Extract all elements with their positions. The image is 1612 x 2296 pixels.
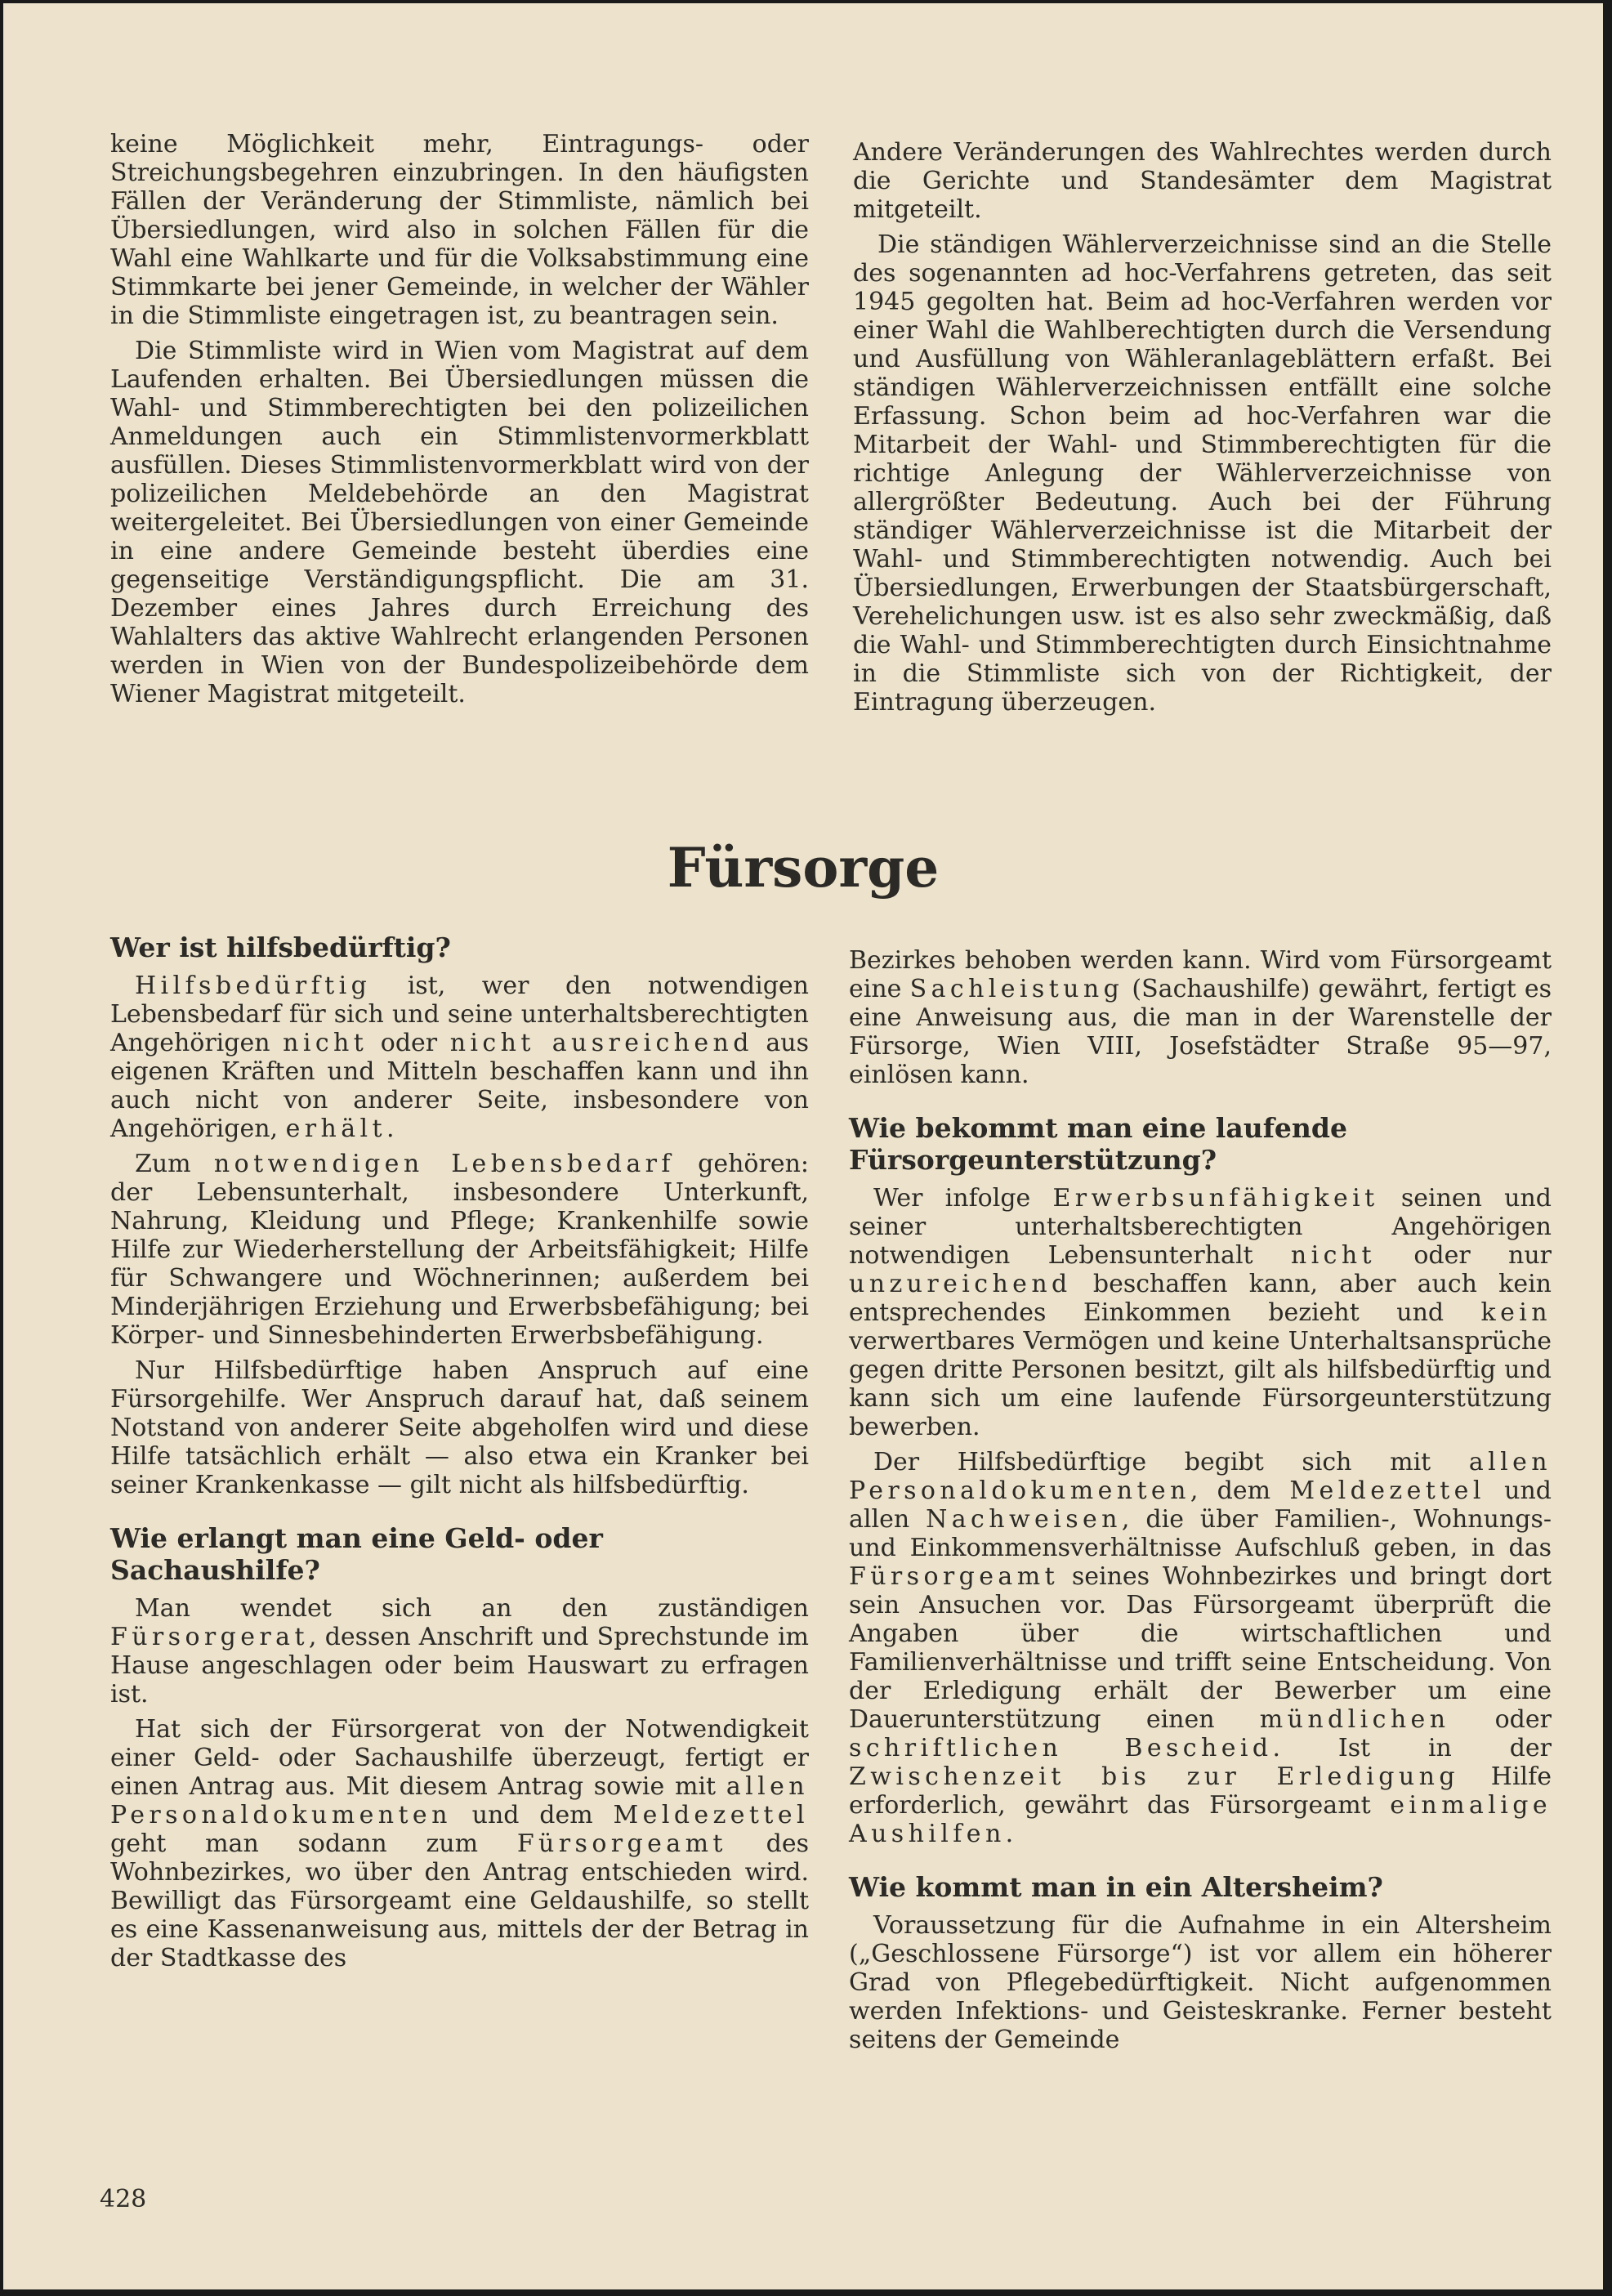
page-number: 428 — [100, 2185, 147, 2213]
page — [3, 3, 1603, 2289]
paragraph: Die Stimmliste wird in Wien vom Magistrat auf dem Laufenden erhalten. Bei Übersiedlungen müssen die Wahl- und Stimmberechtigten bei den polizeilichen Anmeldungen auch ein Stimmlistenvormerkblatt ausfüllen. Dieses Stimmlistenvormerkblatt wird von der polizeilichen Meldebehörde an den Magistrat weitergeleitet. Bei Übersiedlungen von einer Gemeinde in eine andere Gemeinde besteht überdies eine gegenseitige Verständigungspflicht. Die am 31. Dezember eines Jahres durch Erreichung des Wahlalters das aktive Wahlrecht erlangenden Personen werden in Wien von der Bundespolizeibehörde dem Wiener Magistrat mitgeteilt. — [110, 337, 809, 708]
paragraph: Nur Hilfsbedürftige haben Anspruch auf eine Fürsorgehilfe. Wer Anspruch darauf hat, daß seinem Notstand von anderer Seite abgeholfen wird und diese Hilfe tatsächlich erhält — also etwa ein Kranker bei seiner Krankenkasse — gilt nicht als hilfsbedürftig. — [110, 1356, 809, 1499]
top-right-column — [853, 138, 1552, 723]
top-left-column — [110, 130, 809, 715]
section-heading: Wie erlangt man eine Geld- oder Sachaushilfe? — [110, 1522, 603, 1586]
paragraph: Hat sich der Fürsorgerat von der Notwendigkeit einer Geld- oder Sachaushilfe überzeugt, fertigt er einen Antrag aus. Mit diesem Antrag sowie mit allen Personaldokumenten und dem Meldezettel geht man sodann zum Fürsorgeamt des Wohnbezirkes, wo über den Antrag entschieden wird. Bewilligt das Fürsorgeamt eine Geldaushilfe, so stellt es eine Kassenanweisung aus, mittels der der Betrag in der Stadtkasse des — [110, 1715, 809, 1972]
paragraph: Voraussetzung für die Aufnahme in ein Altersheim („Geschlossene Fürsorge“) ist vor allem ein höherer Grad von Pflegebedürftigkeit. Nicht aufgenommen werden Infektions- und Geisteskranke. Ferner besteht seitens der Gemeinde — [849, 1911, 1552, 2054]
section-heading: Wie kommt man in ein Altersheim? — [849, 1871, 1383, 1903]
paragraph: Wer infolge Erwerbsunfähigkeit seinen und seiner unterhaltsberechtigten Angehörigen notwendigen Lebensunterhalt nicht oder nur unzureichend beschaffen kann, aber auch kein entsprechendes Einkommen bezieht und kein verwertbares Vermögen und keine Unterhaltsansprüche gegen dritte Personen besitzt, gilt als hilfsbedürftig und kann sich um eine laufende Fürsorgeunterstützung bewerben. — [849, 1184, 1552, 1441]
section-heading: Wie bekommt man eine laufende Fürsorgeunterstützung? — [849, 1112, 1347, 1176]
page-title: Fürsorge — [667, 836, 940, 900]
paragraph: Bezirkes behoben werden kann. Wird vom Fürsorgeamt eine Sachleistung (Sachaushilfe) gewährt, fertigt es eine Anweisung aus, die man in der Warenstelle der Fürsorge, Wien VIII, Josefstädter Straße 95—97, einlösen kann. — [849, 946, 1552, 1089]
paragraph: keine Möglichkeit mehr, Eintragungs- oder Streichungsbegehren einzubringen. In den häufigsten Fällen der Veränderung der Stimmliste, nämlich bei Übersiedlungen, wird also in solchen Fällen für die Wahl eine Wahlkarte und für die Volksabstimmung eine Stimmkarte bei jener Gemeinde, in welcher der Wähler in die Stimmliste eingetragen ist, zu beantragen sein. — [110, 130, 809, 330]
bottom-left-column — [110, 931, 809, 1979]
paragraph: Man wendet sich an den zuständigen Fürsorgerat, dessen Anschrift und Sprechstunde im Hause angeschlagen oder beim Hauswart zu erfragen ist. — [110, 1594, 809, 1709]
paragraph: Andere Veränderungen des Wahlrechtes werden durch die Gerichte und Standesämter dem Magistrat mitgeteilt. — [853, 138, 1552, 224]
section-heading: Wer ist hilfsbedürftig? — [110, 931, 451, 963]
paragraph: Zum notwendigen Lebensbedarf gehören: der Lebensunterhalt, insbesondere Unterkunft, Nahrung, Kleidung und Pflege; Krankenhilfe sowie Hilfe zur Wiederherstellung der Arbeitsfähigkeit; Hilfe für Schwangere und Wöchnerinnen; außerdem bei Minderjährigen Erziehung und Erwerbsbefähigung; bei Körper- und Sinnesbehinderten Erwerbsbefähigung. — [110, 1150, 810, 1350]
paragraph: Die ständigen Wählerverzeichnisse sind an die Stelle des sogenannten ad hoc-Verfahrens getreten, das seit 1945 gegolten hat. Beim ad hoc-Verfahren werden vor einer Wahl die Wahlberechtigten durch die Versendung und Ausfüllung von Wähleranlageblättern erfaßt. Bei ständigen Wählerverzeichnissen entfällt eine solche Erfassung. Schon beim ad hoc-Verfahren war die Mitarbeit der Wahl- und Stimmberechtigten für die richtige Anlegung der Wählerverzeichnisse von allergrößter Bedeutung. Auch bei der Führung ständiger Wählerverzeichnisse ist die Mitarbeit der Wahl- und Stimmberechtigten notwendig. Auch bei Übersiedlungen, Erwerbungen der Staatsbürgerschaft, Verehelichungen usw. ist es also sehr zweckmäßig, daß die Wahl- und Stimmberechtigten durch Einsichtnahme in die Stimmliste sich von der Richtigkeit, der Eintragung überzeugen. — [853, 230, 1552, 717]
paragraph: Der Hilfsbedürftige begibt sich mit allen Personaldokumenten, dem Meldezettel und allen Nachweisen, die über Familien-, Wohnungs- und Einkommensverhältnisse Aufschluß geben, in das Fürsorgeamt seines Wohnbezirkes und bringt dort sein Ansuchen vor. Das Fürsorgeamt überprüft die Angaben über die wirtschaftlichen und Familienverhältnisse und trifft seine Entscheidung. Von der Erledigung erhält der Bewerber um eine Dauerunterstützung einen mündlichen oder schriftlichen Bescheid. Ist in der Zwischenzeit bis zur Erledigung Hilfe erforderlich, gewährt das Fürsorgeamt einmalige Aushilfen. — [849, 1448, 1552, 1848]
bottom-right-column — [849, 946, 1552, 2061]
paragraph: Hilfsbedürftig ist, wer den notwendigen Lebensbedarf für sich und seine unterhaltsberechtigten Angehörigen nicht oder nicht ausreichend aus eigenen Kräften und Mitteln beschaffen kann und ihn auch nicht von anderer Seite, insbesondere von Angehörigen, erhält. — [110, 972, 810, 1143]
